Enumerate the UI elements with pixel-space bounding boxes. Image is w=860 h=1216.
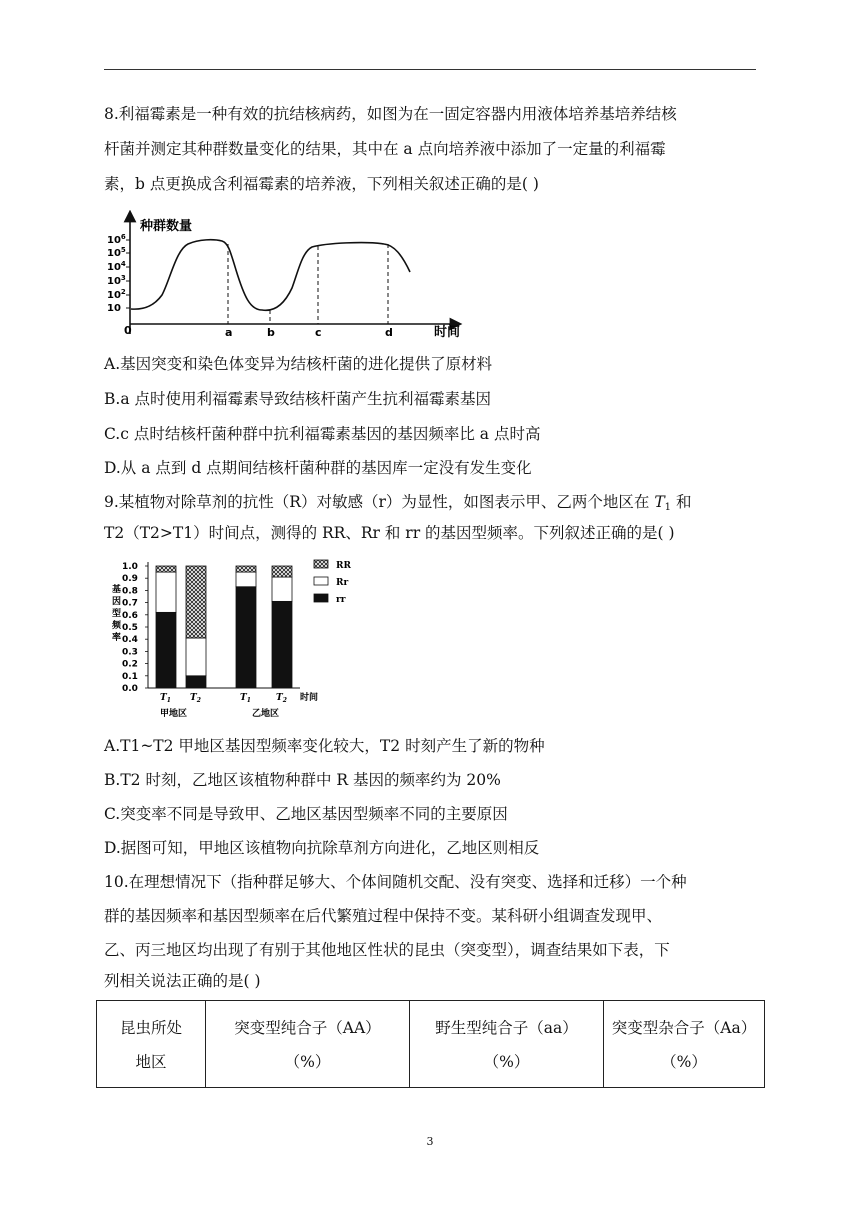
bar-segment-RR [156,566,176,572]
group-label-yi: 乙地区 [252,709,280,719]
x-axis-label: 时间 [434,325,461,340]
legend-label: Rr [336,578,349,588]
header-region [97,1001,206,1088]
q8-option-b: B.a 点时使用利福霉素导致结核杆菌产生抗利福霉素基因 [104,390,491,408]
x-tick-label: $T_1$ [160,693,171,704]
q9-t1: T [654,493,665,511]
q9-option-c: C.突变率不同是导致甲、乙地区基因型频率不同的主要原因 [104,805,508,823]
x-tick-label: c [315,326,322,339]
population-curve [131,240,410,311]
population-curve-chart [104,210,474,340]
legend-label: rr [336,595,346,605]
bar-segment-Rr [186,638,206,676]
q8-option-c: C.c 点时结核杆菌种群中抗利福霉素基因的基因频率比 a 点时高 [104,425,541,443]
q10-line-4: 列相关说法正确的是( ) [104,972,261,990]
legend-label: RR [336,561,351,571]
y-tick-label: $10^4$ [107,260,126,273]
y-axis-label: 基因型频率 [112,585,122,643]
bar-segment-rr [236,587,256,688]
x-tick-label: $T_2$ [190,693,201,704]
q10-line-1: 10.在理想情况下（指种群足够大、个体间随机交配、没有突变、选择和迁移）一个种 [104,873,687,891]
header-aa-hetero-l1: 突变型杂合子（Aa） [611,1019,757,1037]
y-tick-label: 0.9 [122,574,138,585]
y-tick-label: 0.1 [122,671,138,682]
group-label-jia: 甲地区 [160,709,188,719]
q9-option-b: B.T2 时刻，乙地区该植物种群中 R 基因的频率约为 20% [104,771,501,789]
q9-line-2: T2（T2>T1）时间点，测得的 RR、Rr 和 rr 的基因型频率。下列叙述正确的是( ) [104,524,675,542]
bar-segment-RR [186,566,206,638]
header-aa-wild [410,1001,604,1088]
insect-survey-table [96,1000,765,1088]
bar-segment-Rr [236,572,256,587]
header-aa-wild-l2: （%） [483,1053,530,1071]
header-aa-hetero [604,1001,765,1088]
q9-option-d: D.据图可知，甲地区该植物向抗除草剂方向进化，乙地区则相反 [104,839,540,857]
q9-line-1 [104,492,764,518]
y-tick-label: $10^6$ [107,233,126,246]
bar-segment-RR [272,566,292,577]
header-aa-mutant-l1: 突变型纯合子（AA） [234,1019,381,1037]
y-tick-label: $10^5$ [107,246,126,259]
y-tick-label: 10 [107,303,121,314]
header-aa-hetero-l2: （%） [661,1053,707,1071]
y-tick-label: 0.5 [122,623,138,633]
y-tick-label: 0.3 [122,647,138,658]
q8-line-1: 8.利福霉素是一种有效的抗结核病药，如图为在一固定容器内用液体培养基培养结核 [104,105,677,123]
y-axis-label: 种群数量 [140,219,193,234]
header-region-l2: 地区 [135,1053,167,1071]
q9-line-1-text: 9.某植物对除草剂的抗性（R）对敏感（r）为显性，如图表示甲、乙两个地区在 [104,493,655,511]
q8-line-3: 素，b 点更换成含利福霉素的培养液，下列相关叙述正确的是( ) [104,175,539,193]
x-tick-label: a [225,326,233,339]
legend-swatch-RR [314,560,328,568]
y-tick-label: 0.7 [122,598,138,609]
bar-segment-rr [186,676,206,688]
legend-swatch-rr [314,594,328,602]
y-tick-label: 0.6 [122,610,138,621]
bar-segment-rr [272,601,292,688]
q8-option-a: A.基因突变和染色体变异为结核杆菌的进化提供了原材料 [104,355,493,373]
q9-option-a: A.T1~T2 甲地区基因型频率变化较大，T2 时刻产生了新的物种 [104,737,545,755]
bar-segment-Rr [272,577,292,601]
x-tick-label: $T_1$ [240,693,251,704]
header-aa-mutant-l2: （%） [284,1053,331,1071]
genotype-frequency-chart [104,554,364,724]
y-tick-label: 0.0 [122,684,138,694]
q10-line-2: 群的基因频率和基因型频率在后代繁殖过程中保持不变。某科研小组调查发现甲、 [104,907,663,925]
header-region-l1: 昆虫所处 [119,1019,182,1037]
page-number: 3 [426,1135,434,1148]
y-tick-label: $10^3$ [107,274,126,287]
y-tick-label: 0.8 [122,586,138,597]
bar-segment-rr [156,612,176,688]
table-header-row [97,1001,765,1088]
bar-segment-RR [236,566,256,572]
y-tick-label: 0.2 [122,659,138,670]
y-tick-label: 0.4 [122,635,138,646]
x-tick-label: b [267,326,275,339]
q8-option-d: D.从 a 点到 d 点期间结核杆菌种群的基因库一定没有发生变化 [104,459,532,477]
legend-swatch-Rr [314,577,328,585]
q9-line-1-end: 和 [671,493,692,511]
header-aa-wild-l1: 野生型纯合子（aa） [435,1019,578,1037]
x-tick-label: $T_2$ [276,693,287,704]
header-aa-mutant [206,1001,410,1088]
header-rule [104,69,756,70]
q9-t1-sub: 1 [664,502,672,513]
q8-line-2: 杆菌并测定其种群数量变化的结果，其中在 a 点向培养液中添加了一定量的利福霉 [104,140,666,158]
origin-label: 0 [124,324,132,337]
x-tick-label: d [385,326,393,339]
bar-segment-Rr [156,572,176,612]
q10-line-3: 乙、丙三地区均出现了有别于其他地区性状的昆虫（突变型），调查结果如下表，下 [104,941,670,959]
x-axis-label: 时间 [300,693,319,703]
y-tick-label: 1.0 [122,562,138,572]
y-tick-label: $10^2$ [107,288,126,301]
